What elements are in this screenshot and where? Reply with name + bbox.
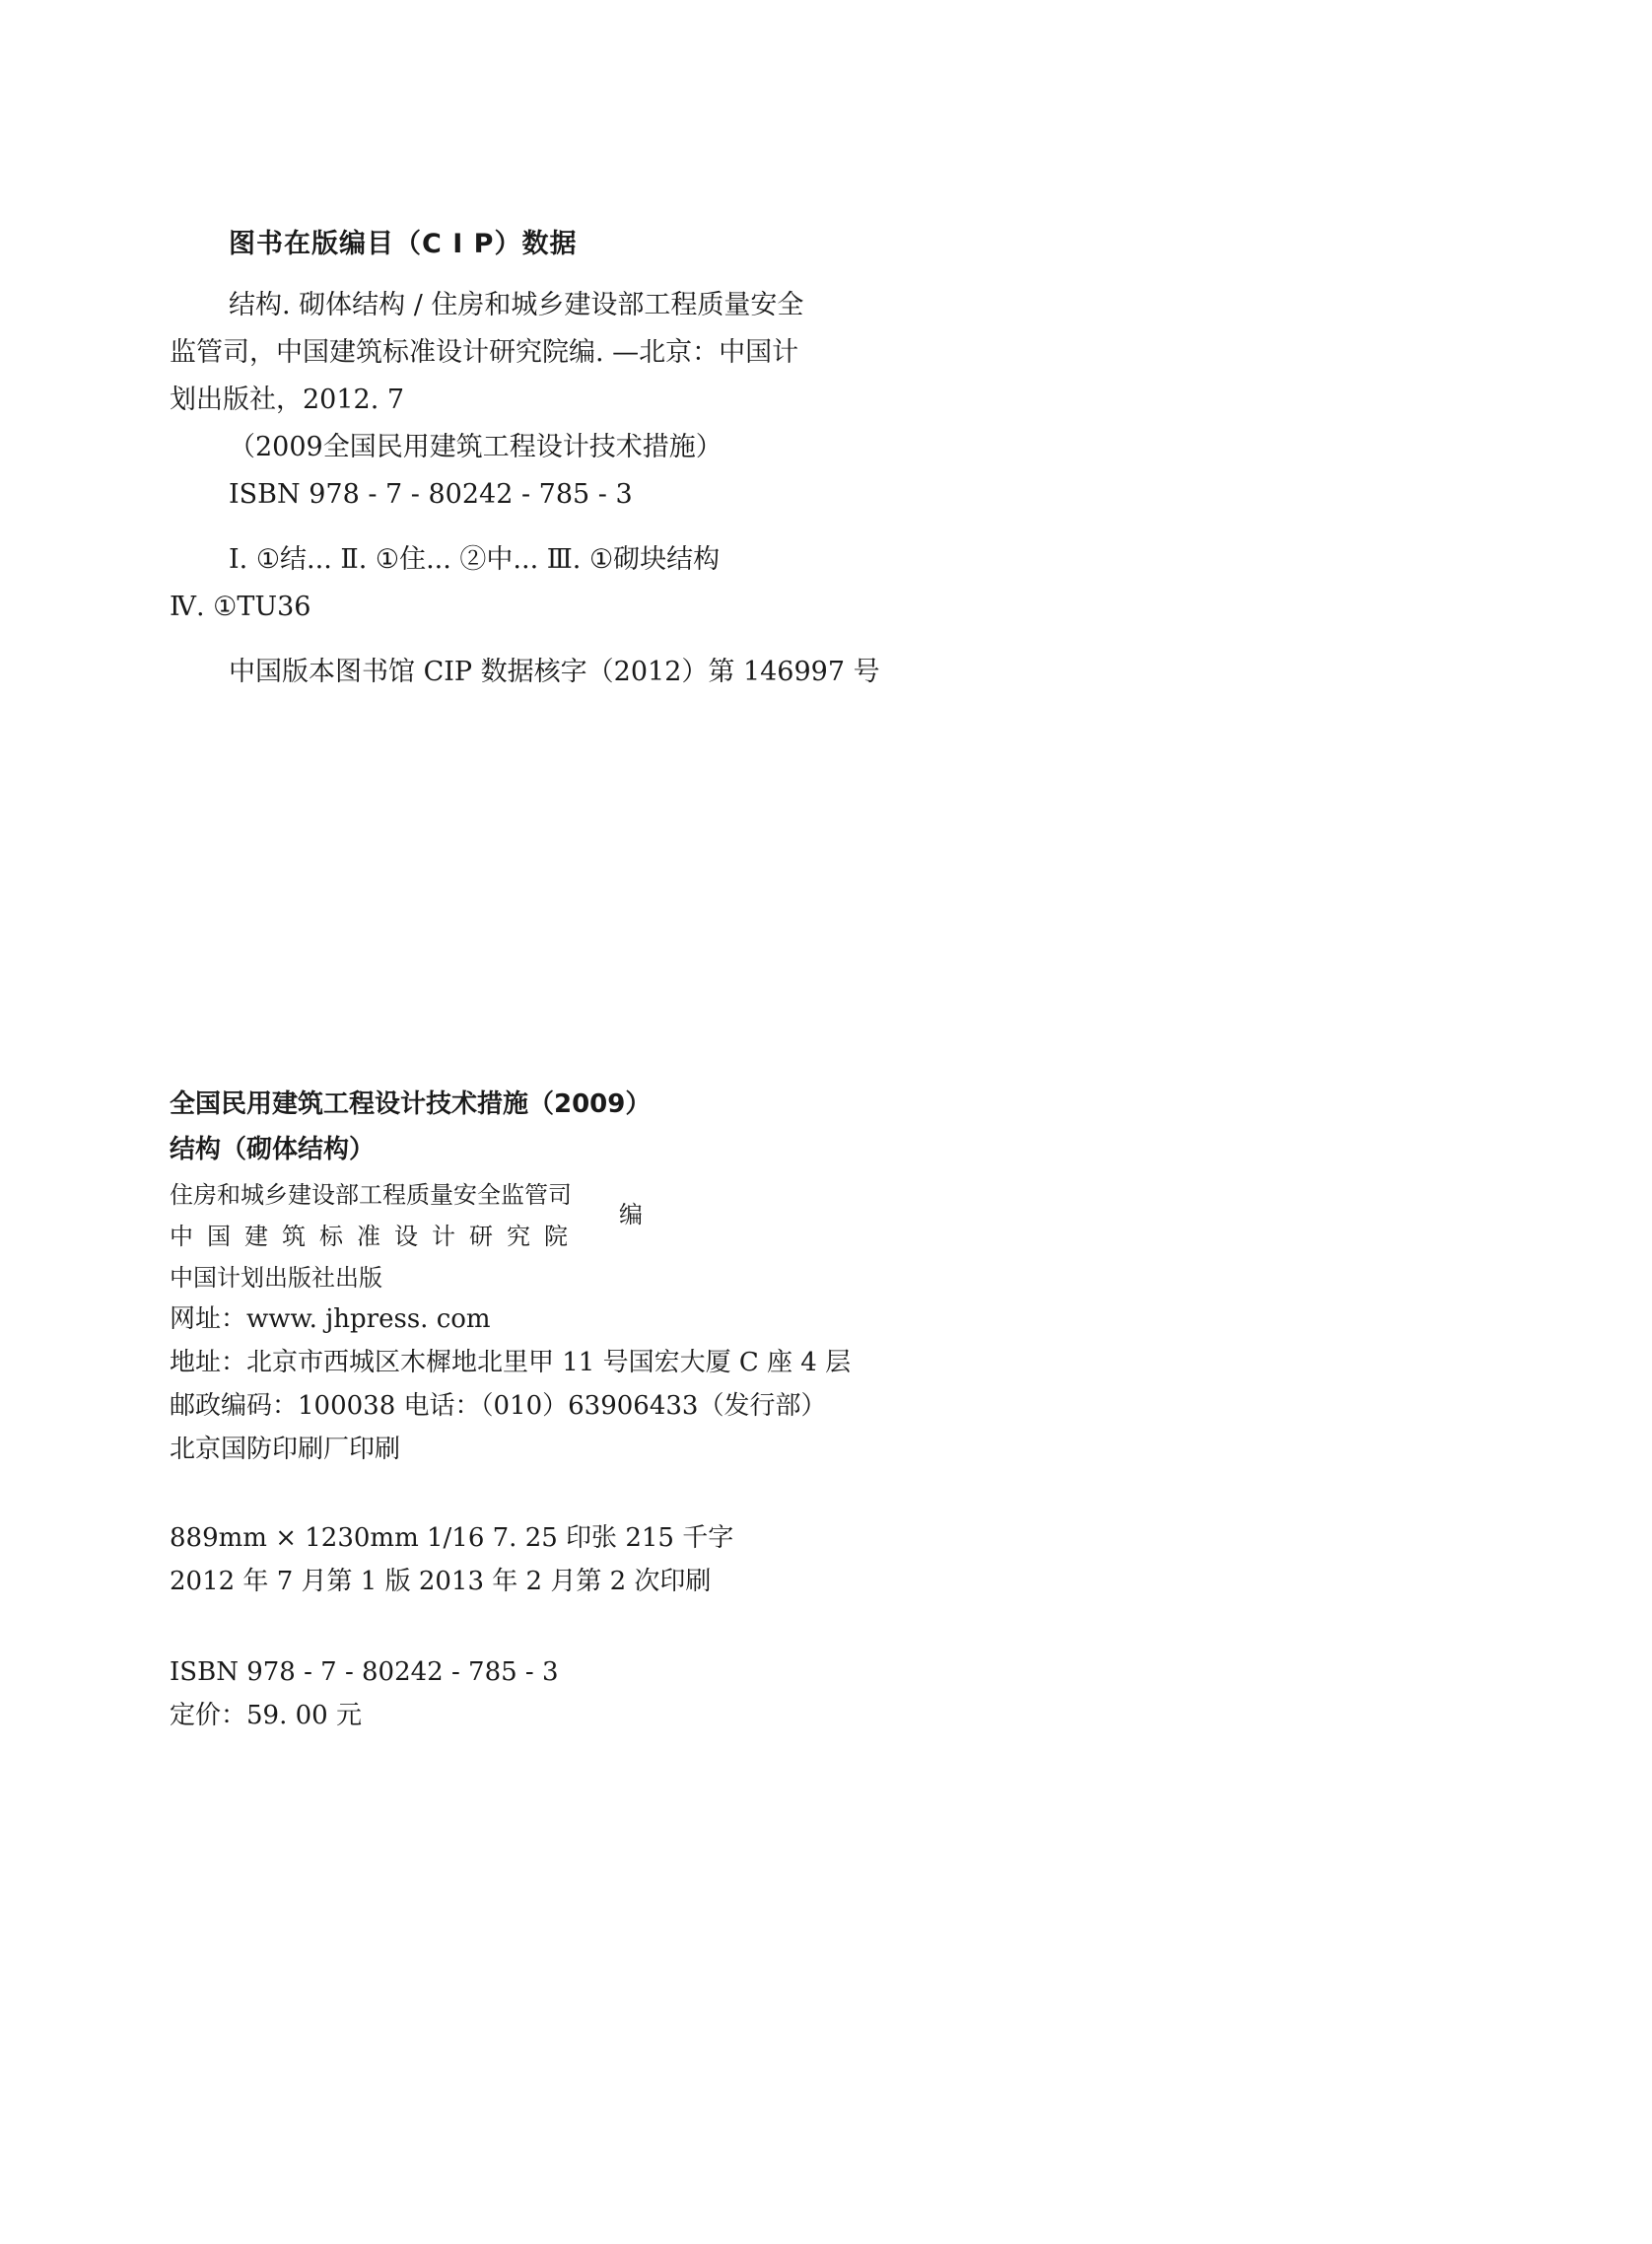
website: 网址：www. jhpress. com: [170, 1304, 491, 1334]
cip-classification-2: Ⅳ. ①TU36: [170, 592, 311, 622]
price: 定价：59. 00 元: [170, 1701, 362, 1730]
cip-line-3: 划出版社，2012. 7: [170, 385, 405, 415]
publisher: 中国计划出版社出版: [170, 1264, 382, 1292]
printer: 北京国防印刷厂印刷: [170, 1435, 401, 1464]
editor-label: 编: [619, 1201, 643, 1228]
cip-line-1: 结构. 砌体结构 / 住房和城乡建设部工程质量安全: [229, 290, 804, 320]
cip-classification: Ⅰ. ①结... Ⅱ. ①住... ②中... Ⅲ. ①砌块结构: [229, 544, 721, 575]
cip-series: （2009全国民用建筑工程设计技术措施）: [229, 432, 723, 462]
cip-heading: 图书在版编目（C I P）数据: [229, 229, 578, 259]
series-title: 全国民用建筑工程设计技术措施（2009）: [170, 1089, 652, 1119]
postal-phone: 邮政编码：100038 电话：（010）63906433（发行部）: [170, 1391, 827, 1421]
cip-record-number: 中国版本图书馆 CIP 数据核字（2012）第 146997 号: [229, 657, 880, 687]
cip-line-2: 监管司，中国建筑标准设计研究院编. —北京：中国计: [170, 337, 799, 368]
editor-2: 中国建筑标准设计研究院: [170, 1223, 582, 1250]
isbn: ISBN 978 - 7 - 80242 - 785 - 3: [170, 1657, 559, 1687]
editor-1: 住房和城乡建设部工程质量安全监管司: [170, 1181, 572, 1209]
format-info: 889mm × 1230mm 1/16 7. 25 印张 215 千字: [170, 1523, 734, 1553]
address: 地址：北京市西城区木樨地北里甲 11 号国宏大厦 C 座 4 层: [170, 1348, 852, 1377]
edition-info: 2012 年 7 月第 1 版 2013 年 2 月第 2 次印刷: [170, 1567, 712, 1596]
book-title: 结构（砌体结构）: [170, 1135, 376, 1164]
cip-isbn: ISBN 978 - 7 - 80242 - 785 - 3: [229, 479, 633, 510]
